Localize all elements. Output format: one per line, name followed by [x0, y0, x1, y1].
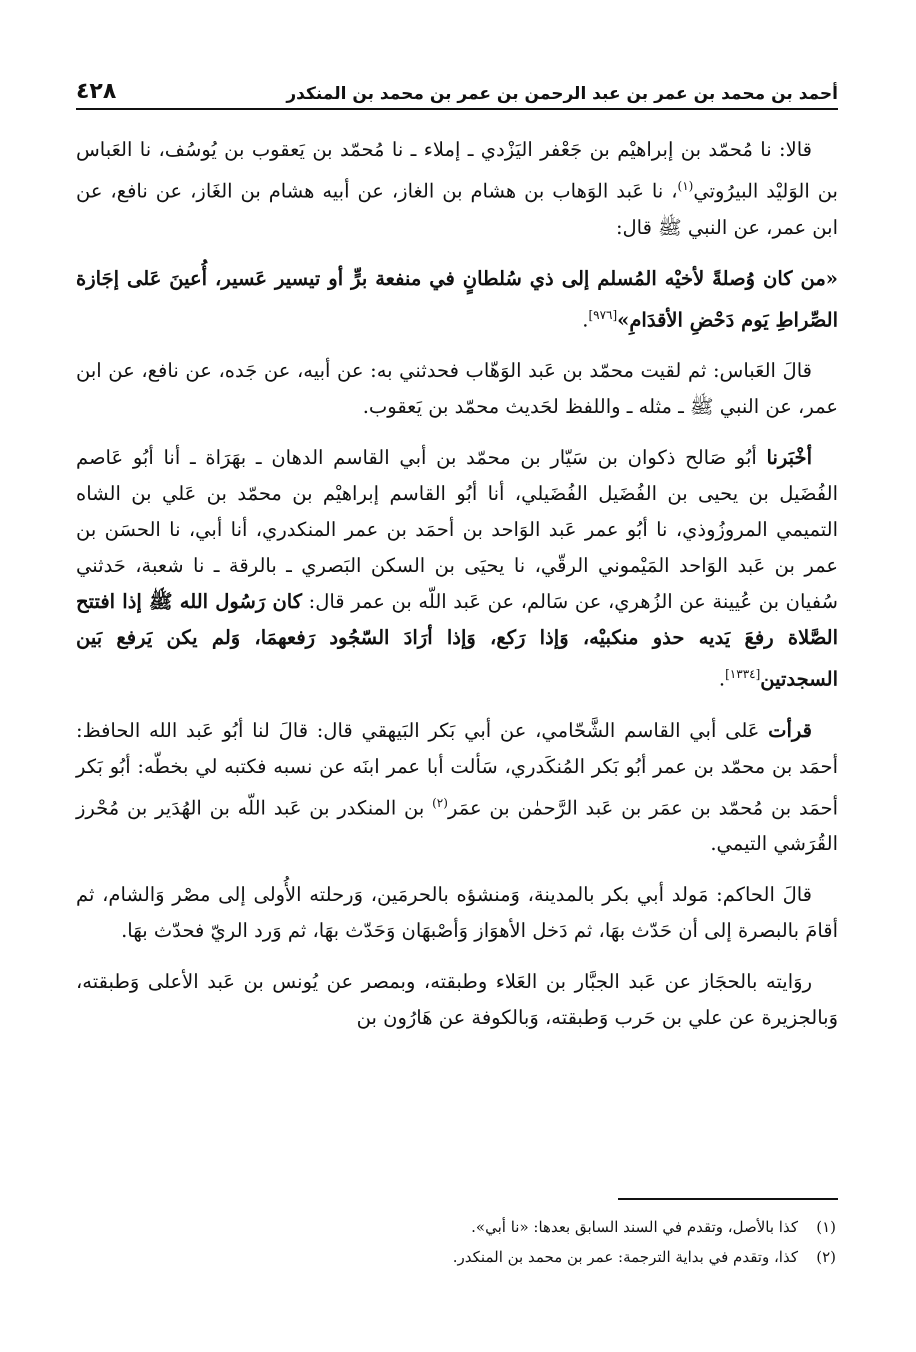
- footnote-1: [76, 1212, 836, 1242]
- page-header: [76, 64, 838, 110]
- footnote-number: (١): [816, 1218, 836, 1236]
- hadith-reference: [١٣٣٤]: [725, 667, 761, 681]
- hadith-text: «من كان وُصلةً لأخيْه المُسلم إلى ذي سُلطانٍ في منفعة برٍّ أو تيسير عَسير، أُعينَ عَلى إجَازة الصِّراطِ يَوم دَحْضِ الأقدَامِ»: [76, 266, 838, 331]
- paragraph-text: بن المنكدر بن عَبد اللّه بن الهُدَير بن مُحْرز القُرَشي التيمي.: [76, 796, 838, 855]
- footnote-2: [76, 1242, 836, 1272]
- footnote-number: (٢): [816, 1248, 836, 1266]
- paragraph-text: قالَ الحاكم: مَولد أبي بكر بالمدينة، وَمنشؤه بالحرمَين، وَرحلته الأُولى إلى مصْر وَالشام، ثم أقامَ بالبصرة إلى أن حَدّث بهَا، ثم دَخل الأهوَاز وَأصْبهَان وَحَدّث بهَا، ثم وَرد الريّ فحدّث بهَا.: [76, 883, 838, 942]
- footnote-divider: [618, 1198, 838, 1200]
- paragraph-5: [76, 713, 838, 863]
- paragraph-text: عَلى أبي القاسم الشَّحّامي، عن أبي بَكر البَيهقي قال: قالَ لنا أبُو عَبد الله الحافظ: أحمَد بن محمّد بن عمر أبُو بَكر المُنكَدري، سَألت أبا عمر ابنَه عن نسبه فكتبه لي بخطّه: أبُو بَكر أحمَد بن مُحمّد بن عمَر بن عَبد الرَّحمٰن بن عمَر: [76, 718, 839, 819]
- main-text: [76, 132, 838, 1051]
- paragraph-4: [76, 440, 838, 698]
- paragraph-7: [76, 964, 838, 1036]
- footnote-text: كذا، وتقدم في بداية الترجمة: عمر بن محمد بن المنكدر.: [452, 1248, 798, 1266]
- paragraph-text: قالَ العَباس: ثم لقيت محمّد بن عَبد الوَهّاب فحدثني به: عن أبيه، عن جَده، عن نافع، عن ابن عمر، عن النبي ﷺ ـ مثله ـ واللفظ لحَديث محمّد بن يَعقوب.: [76, 359, 838, 418]
- sentence-end: .: [718, 667, 726, 691]
- footnote-text: كذا بالأصل، وتقدم في السند السابق بعدها: «نا أبي».: [471, 1218, 798, 1236]
- sentence-end: .: [582, 308, 589, 331]
- hadith-text: كان رَسُول الله ﷺ إذا افتتح الصَّلاة رفعَ يَديه حذو منكبيْه، وَإذا رَكع، وَإذا أرَادَ السّجُود رَفعهمَا، وَلم يكن يَرفع بَين السجدتين: [76, 590, 838, 691]
- paragraph-3: [76, 353, 838, 425]
- paragraph-lead-word: أخْبَرنا: [766, 446, 812, 469]
- footnotes: [76, 1212, 836, 1272]
- paragraph-text: روَايته بالحجَاز عن عَبد الجبَّار بن العَلاء وطبقته، وبمصر عن يُونس بن عَبد الأعلى وَطبقته، وَبالجزيرة عن علي بن حَرب وَطبقته، وَبالكوفة عن هَارُون بن: [76, 970, 838, 1029]
- running-title: أحمد بن محمد بن عمر بن عبد الرحمن بن عمر بن محمد بن المنكدر: [286, 84, 838, 104]
- paragraph-text: قالا: نا مُحمّد بن إبراهيْم بن جَعْفر اليَزْدي ـ إملاء ـ نا مُحمّد بن يَعقوب بن يُوسُف، نا العَباس بن الوَليْد البيرُوتي: [76, 138, 838, 203]
- paragraph-text: ، نا عَبد الوَهاب بن هشام بن الغاز، عن أبيه هشام بن الغَاز، عن نافع، عن ابن عمر، عن النبي ﷺ قال:: [76, 179, 838, 239]
- paragraph-lead-word: قرأت: [768, 718, 812, 742]
- footnote-marker: (١): [677, 179, 694, 193]
- paragraph-1: [76, 132, 838, 246]
- paragraph-text: أبُو صَالح ذكوان بن سَيّار بن محمّد بن أبي القاسم الدهان ـ بهَرَاة ـ أنا أبُو عَاصم الفُضَيل بن يحيى بن الفُضَيل الفُضَيلي، أنا أبُو القاسم إبراهيْم بن محمّد بن عَلي بن الشاه التميمي المروزُوذي، نا أبُو عمر عَبد الوَاحد بن أحمَد بن عمر المنكدري، أنا أبي، نا الحسَن بن عمر بن عَبد الوَاحد المَيْموني الرقّي، نا يحيَى بن السكن البَصري ـ بالرقة ـ نا شعبة، حَدثني سُفيان بن عُيينة عن الزُهري، عن سَالم، عن عَبد اللّه بن عمر قال:: [76, 446, 838, 613]
- hadith-reference: [٩٧٦]: [588, 307, 618, 322]
- paragraph-2-hadith: [76, 261, 838, 339]
- footnote-marker: (٢): [432, 795, 448, 810]
- paragraph-6: [76, 877, 838, 949]
- page-number: ٤٢٨: [76, 79, 117, 104]
